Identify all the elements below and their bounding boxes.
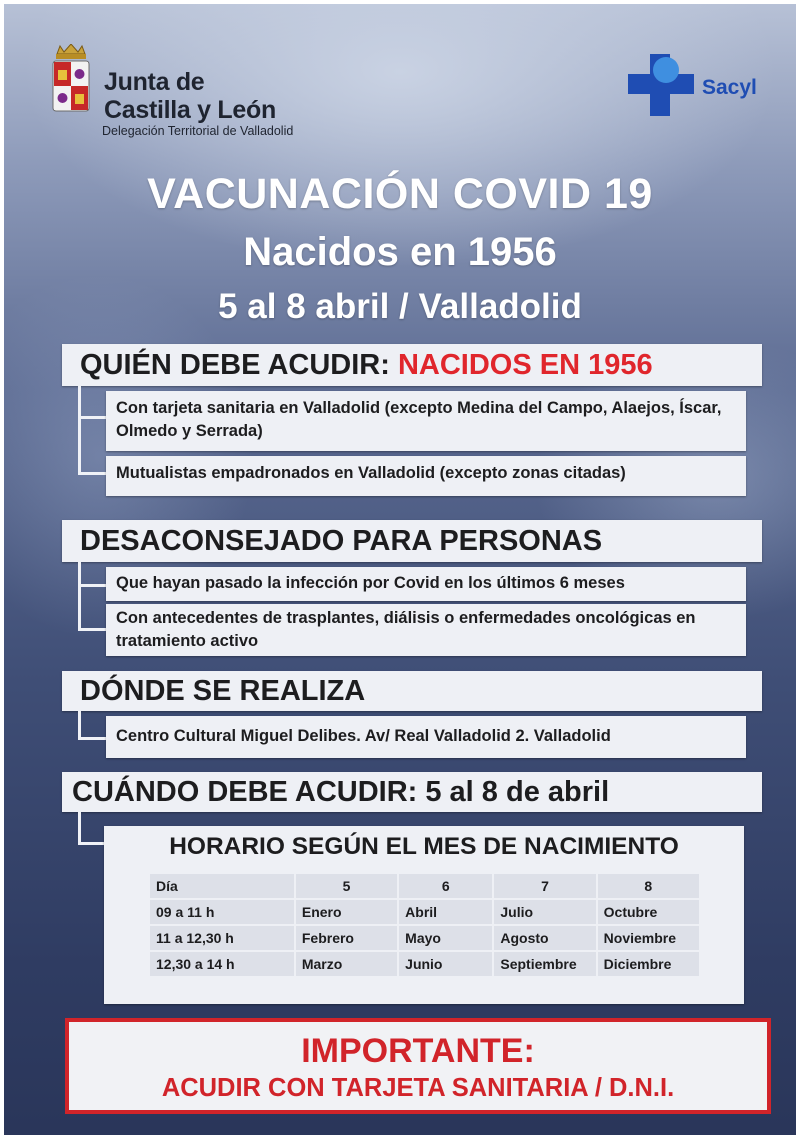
important-text: ACUDIR CON TARJETA SANITARIA / D.N.I.: [161, 1074, 675, 1102]
org-subtitle: Delegación Territorial de Valladolid: [102, 124, 294, 138]
org-name-line2: Castilla y León: [104, 96, 276, 124]
table-cell: Septiembre: [494, 952, 595, 976]
connector: [78, 711, 109, 740]
sacyl-cross-icon: [626, 52, 696, 118]
table-cell: Febrero: [296, 926, 397, 950]
sacyl-logo: [626, 52, 776, 118]
table-cell: Noviembre: [598, 926, 699, 950]
schedule-table: [148, 872, 701, 978]
section-quien: [62, 344, 762, 386]
table-cell: Junio: [399, 952, 492, 976]
list-item: Que hayan pasado la infección por Covid en los últimos 6 meses: [106, 567, 746, 601]
table-cell: Marzo: [296, 952, 397, 976]
table-row: [150, 926, 699, 950]
table-cell: Octubre: [598, 900, 699, 924]
list-item: Centro Cultural Miguel Delibes. Av/ Real Valladolid 2. Valladolid: [106, 716, 746, 758]
main-title: VACUNACIÓN COVID 19: [147, 170, 653, 218]
table-cell: Agosto: [494, 926, 595, 950]
subtitle-dates: 5 al 8 abril / Valladolid: [218, 287, 582, 326]
table-cell: Enero: [296, 900, 397, 924]
table-header-cell: 6: [399, 874, 492, 898]
section-cuando: CUÁNDO DEBE ACUDIR: 5 al 8 de abril: [62, 772, 762, 812]
table-cell: Julio: [494, 900, 595, 924]
table-cell: 09 a 11 h: [150, 900, 294, 924]
important-notice: [65, 1018, 771, 1114]
jcyl-logo: [48, 44, 378, 144]
connector: [78, 386, 109, 419]
table-row: [150, 952, 699, 976]
org-name-line1: Junta de: [104, 68, 205, 96]
table-row: [150, 900, 699, 924]
table-cell: Mayo: [399, 926, 492, 950]
section-quien-label: QUIÉN DEBE ACUDIR:: [80, 349, 390, 381]
list-item: Con antecedentes de trasplantes, diálisis o enfermedades oncológicas en tratamiento activo: [106, 604, 746, 656]
table-header-row: [150, 874, 699, 898]
table-cell: Diciembre: [598, 952, 699, 976]
table-cell: 11 a 12,30 h: [150, 926, 294, 950]
sacyl-wordmark: Sacyl: [702, 76, 757, 99]
table-header-cell: 7: [494, 874, 595, 898]
list-item: Mutualistas empadronados en Valladolid (excepto zonas citadas): [106, 456, 746, 496]
connector: [78, 562, 109, 587]
list-item: Con tarjeta sanitaria en Valladolid (excepto Medina del Campo, Alaejos, Íscar, Olmedo y Serrada): [106, 391, 746, 451]
section-donde: DÓNDE SE REALIZA: [62, 671, 762, 711]
table-cell: 12,30 a 14 h: [150, 952, 294, 976]
section-quien-highlight: NACIDOS EN 1956: [397, 349, 653, 381]
coat-of-arms-icon: [48, 44, 94, 120]
table-cell: Abril: [399, 900, 492, 924]
poster: [4, 4, 796, 1135]
subtitle-birth-year: Nacidos en 1956: [243, 230, 557, 274]
section-desaconsejado: DESACONSEJADO PARA PERSONAS: [62, 520, 762, 562]
important-title: IMPORTANTE:: [301, 1032, 535, 1070]
table-header-cell: 5: [296, 874, 397, 898]
schedule-panel: [104, 826, 744, 1004]
schedule-title: HORARIO SEGÚN EL MES DE NACIMIENTO: [169, 833, 679, 860]
table-header-cell: 8: [598, 874, 699, 898]
table-header-cell: Día: [150, 874, 294, 898]
